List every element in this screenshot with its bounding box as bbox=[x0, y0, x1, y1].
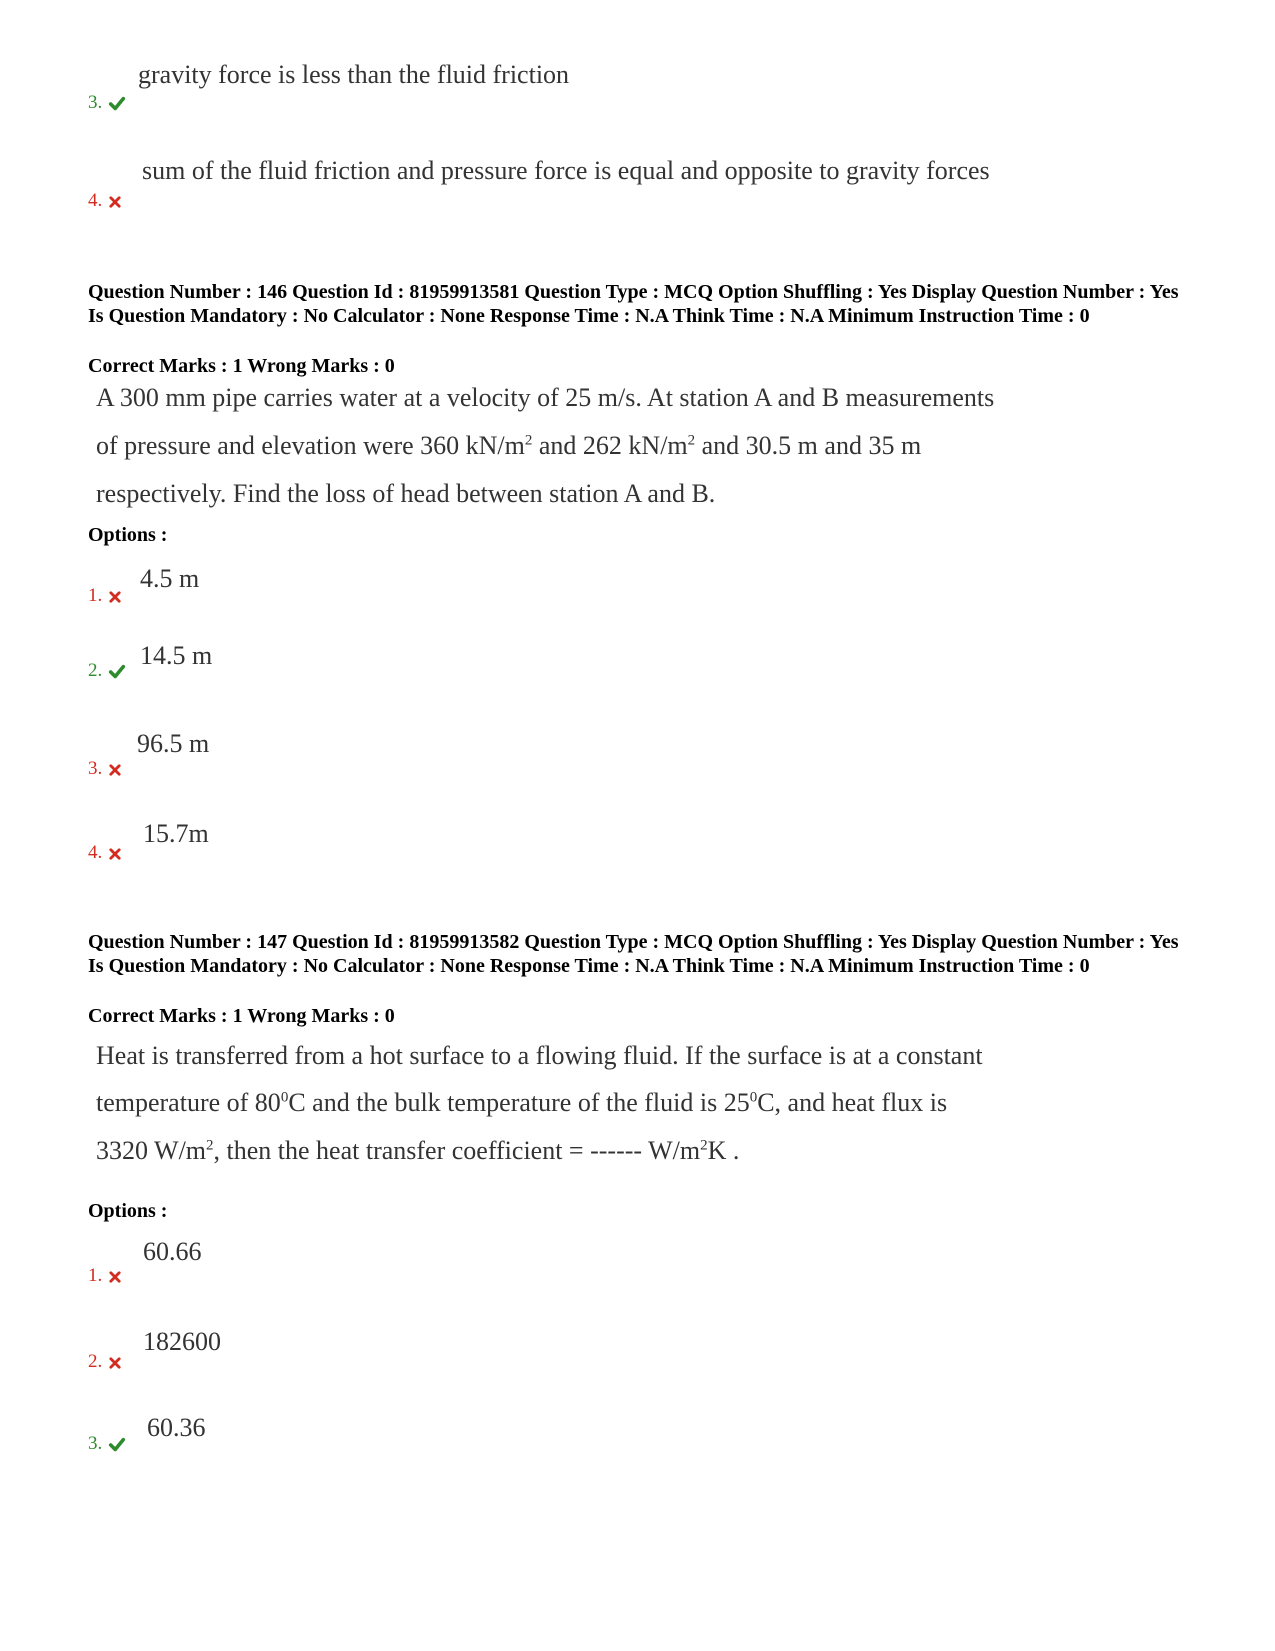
options-label: Options : bbox=[88, 524, 168, 546]
superscript: 2 bbox=[700, 1137, 708, 1154]
superscript: 2 bbox=[206, 1137, 214, 1154]
option-number bbox=[88, 585, 122, 607]
question-text-line bbox=[96, 1088, 947, 1118]
option-text: 4.5 m bbox=[140, 564, 200, 593]
options-label: Options : bbox=[88, 1200, 168, 1222]
option-text: 14.5 m bbox=[140, 641, 213, 670]
option-number-label: 1. bbox=[88, 1265, 103, 1286]
question-marks: Correct Marks : 1 Wrong Marks : 0 bbox=[88, 355, 395, 377]
check-icon bbox=[108, 663, 126, 681]
cross-icon bbox=[108, 847, 122, 861]
text-span: of pressure and elevation were 360 kN/m bbox=[96, 431, 525, 460]
text-span: and 262 kN/m bbox=[532, 431, 688, 460]
option-number bbox=[88, 842, 122, 864]
text-span: C, and heat flux is bbox=[757, 1088, 948, 1117]
question-text-line bbox=[96, 431, 921, 461]
option-number-label: 4. bbox=[88, 842, 103, 863]
option-number bbox=[88, 660, 126, 682]
question-marks: Correct Marks : 1 Wrong Marks : 0 bbox=[88, 1005, 395, 1027]
option-number-label: 3. bbox=[88, 92, 103, 113]
cross-icon bbox=[108, 195, 122, 209]
question-text-line: A 300 mm pipe carries water at a velocity of 25 m/s. At station A and B measurements bbox=[96, 383, 995, 412]
option-text: 15.7m bbox=[143, 819, 209, 848]
option-text: 96.5 m bbox=[137, 729, 210, 758]
superscript: 0 bbox=[749, 1089, 758, 1106]
option-number-label: 1. bbox=[88, 585, 103, 606]
option-number-label: 3. bbox=[88, 1433, 103, 1454]
check-icon bbox=[108, 95, 126, 113]
option-number-label: 3. bbox=[88, 758, 103, 779]
option-text: 182600 bbox=[143, 1327, 221, 1356]
question-text-line bbox=[96, 1136, 739, 1166]
question-meta: Question Number : 146 Question Id : 81959913581 Question Type : MCQ Option Shuffling : Yes Display Question Number : Yes Is Question Mandatory : No Calculator : None Response Time : N.A Think Time : N.A Minimum Instruction Time : 0 bbox=[88, 281, 1179, 327]
text-span: and 30.5 m and 35 m bbox=[695, 431, 922, 460]
cross-icon bbox=[108, 763, 122, 777]
cross-icon bbox=[108, 1356, 122, 1370]
option-number bbox=[88, 1433, 126, 1455]
option-number bbox=[88, 1351, 122, 1373]
text-span: , then the heat transfer coefficient = ------ W/m bbox=[213, 1136, 701, 1165]
superscript: 0 bbox=[280, 1089, 289, 1106]
text-span: C and the bulk temperature of the fluid is 25 bbox=[288, 1088, 750, 1117]
superscript: 2 bbox=[524, 432, 533, 449]
option-number bbox=[88, 92, 126, 114]
option-number-label: 2. bbox=[88, 1351, 103, 1372]
text-span: K . bbox=[707, 1136, 740, 1165]
superscript: 2 bbox=[687, 432, 696, 449]
cross-icon bbox=[108, 590, 122, 604]
option-number-label: 2. bbox=[88, 660, 103, 681]
question-meta: Question Number : 147 Question Id : 81959913582 Question Type : MCQ Option Shuffling : Yes Display Question Number : Yes Is Question Mandatory : No Calculator : None Response Time : N.A Think Time : N.A Minimum Instruction Time : 0 bbox=[88, 931, 1179, 977]
option-number-label: 4. bbox=[88, 190, 103, 211]
option-text: gravity force is less than the fluid friction bbox=[138, 60, 570, 89]
question-text-line: Heat is transferred from a hot surface to a flowing fluid. If the surface is at a constant bbox=[96, 1041, 983, 1070]
option-number bbox=[88, 758, 122, 780]
option-text: 60.36 bbox=[147, 1413, 206, 1442]
check-icon bbox=[108, 1436, 126, 1454]
option-text: 60.66 bbox=[143, 1237, 202, 1266]
option-number bbox=[88, 1265, 122, 1287]
text-span: temperature of 80 bbox=[96, 1088, 281, 1117]
option-number bbox=[88, 190, 122, 212]
question-text-line: respectively. Find the loss of head between station A and B. bbox=[96, 479, 716, 508]
text-span: 3320 W/m bbox=[96, 1136, 207, 1165]
cross-icon bbox=[108, 1270, 122, 1284]
option-text: sum of the fluid friction and pressure force is equal and opposite to gravity forces bbox=[142, 156, 990, 185]
